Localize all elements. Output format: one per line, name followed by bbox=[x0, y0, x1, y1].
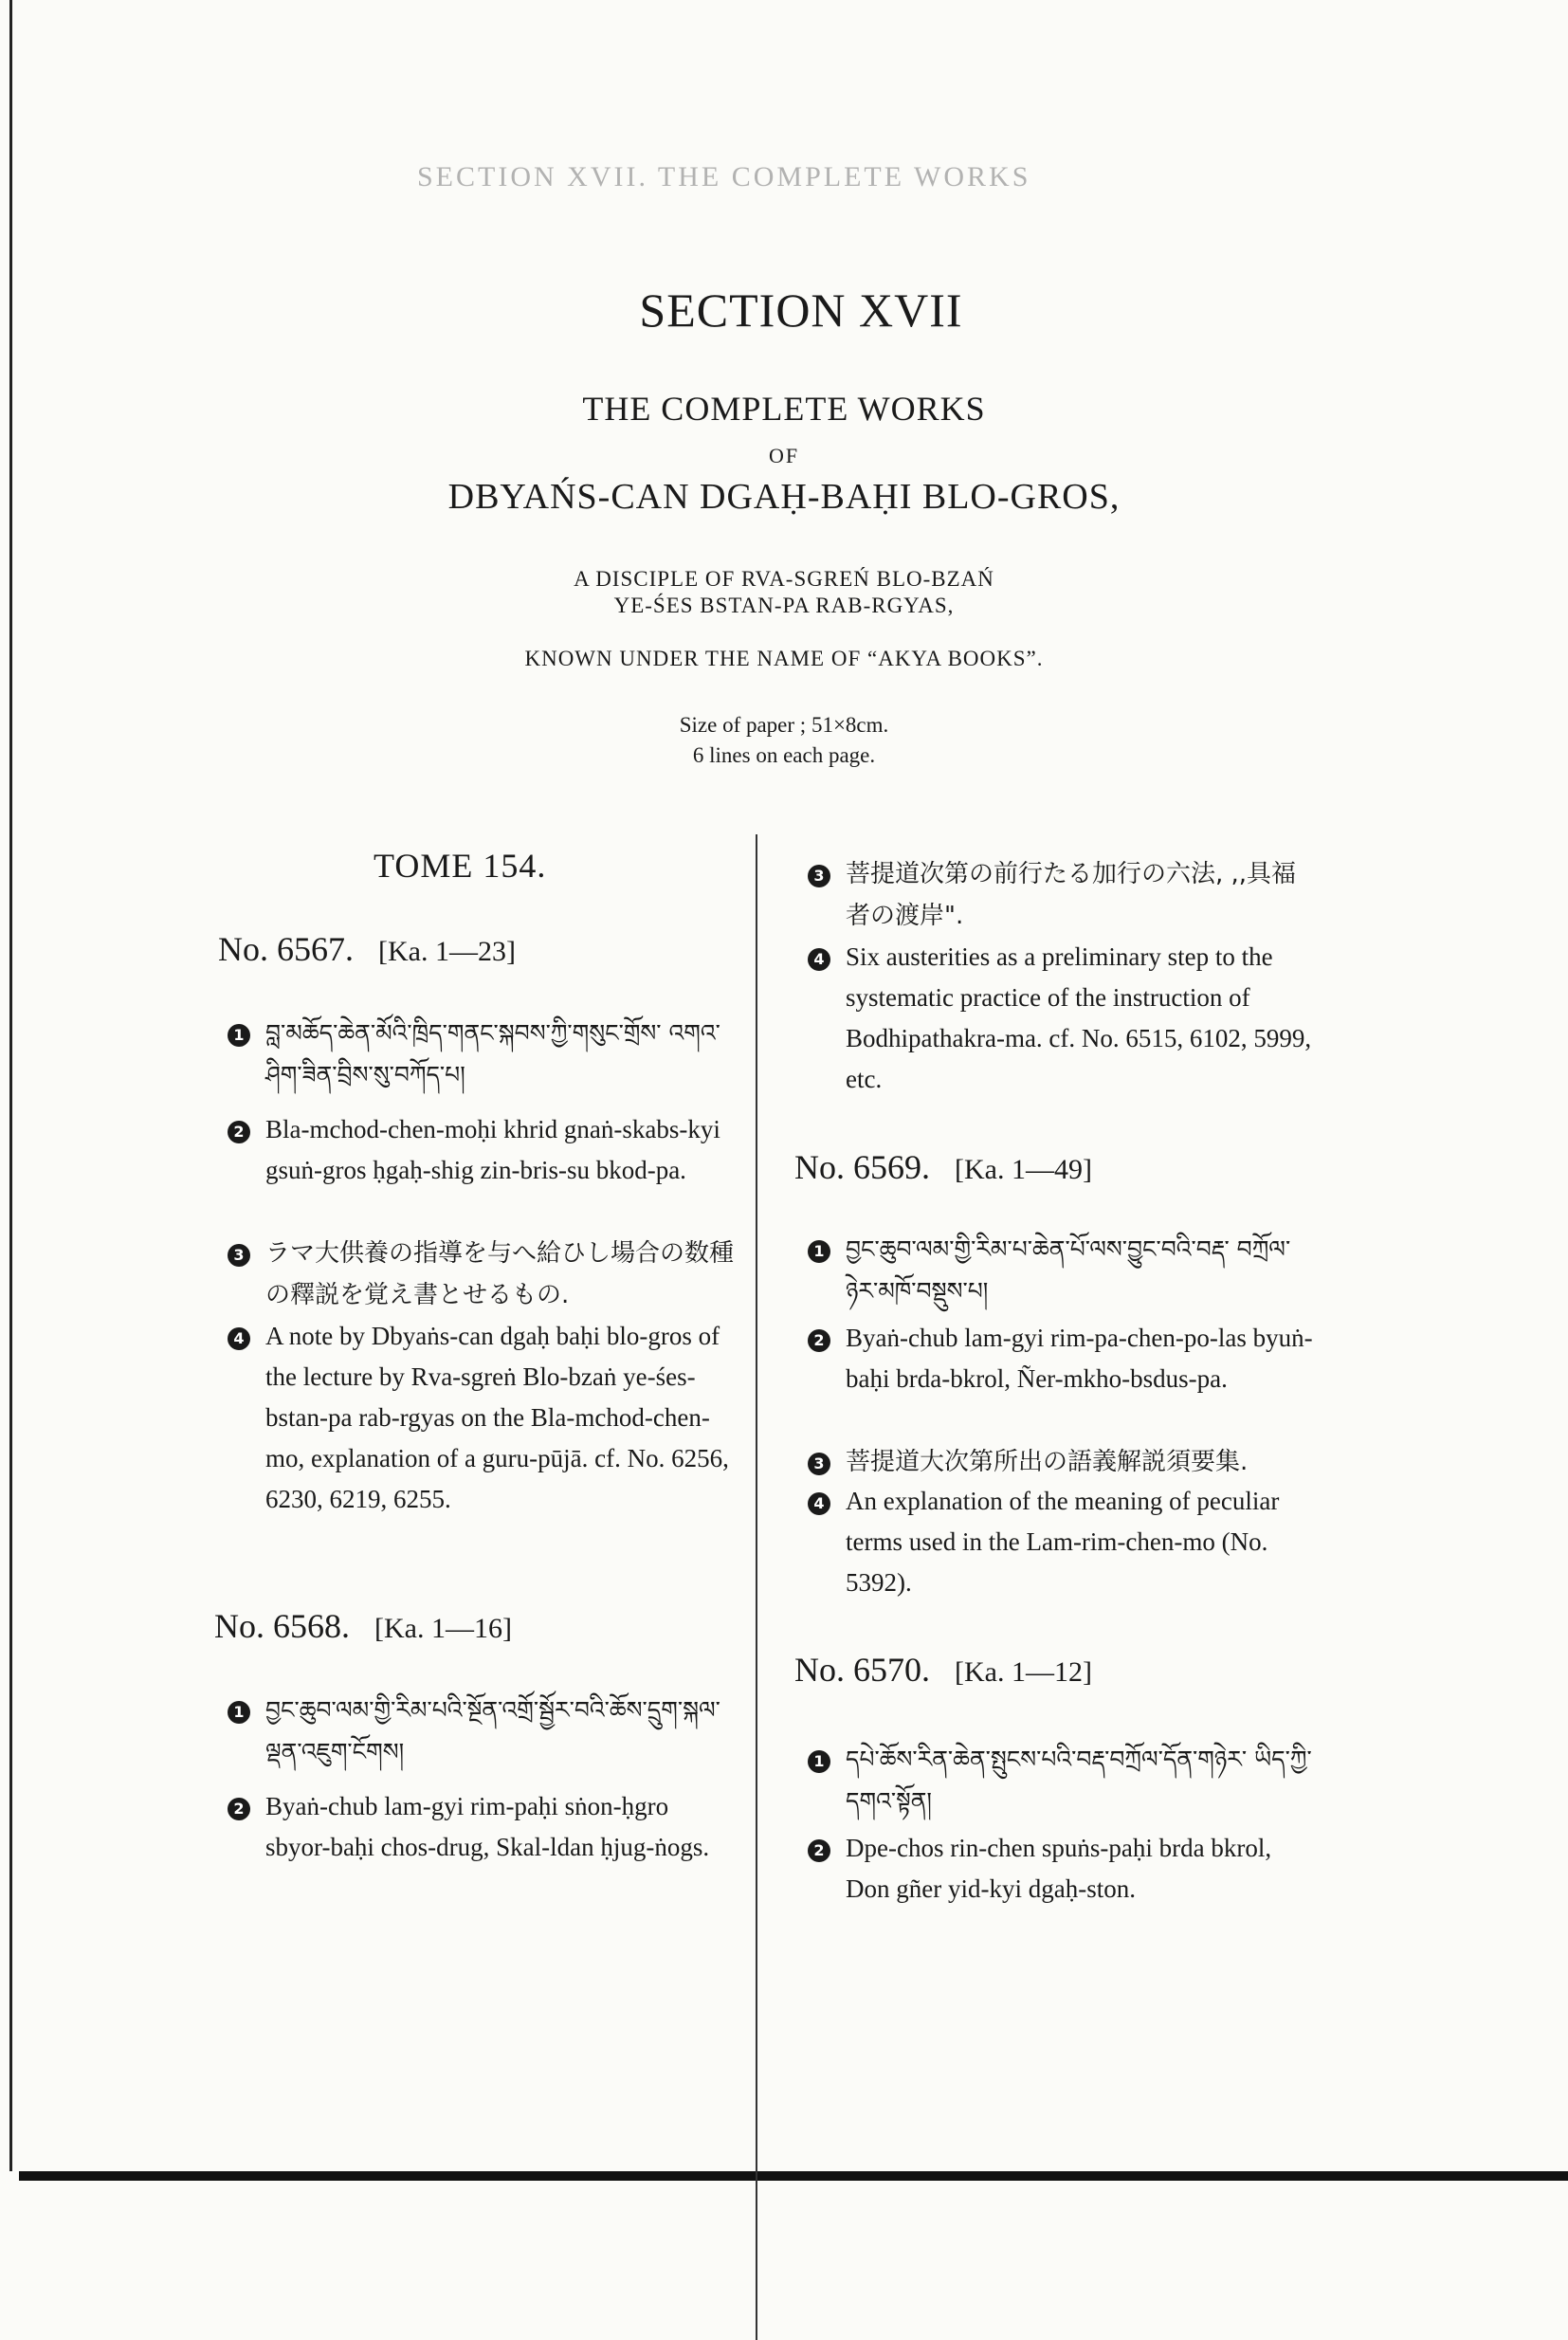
tome-heading: TOME 154. bbox=[374, 847, 547, 885]
entry-ref: [Ka. 1—12] bbox=[955, 1656, 1092, 1688]
page-bottom-edge bbox=[19, 2171, 1568, 2181]
entry-6568-tibetan bbox=[228, 1690, 739, 1773]
circled-number-icon: 2 bbox=[808, 1839, 830, 1862]
circled-number-icon: 4 bbox=[808, 1492, 830, 1515]
circled-number-icon: 4 bbox=[228, 1327, 250, 1350]
circled-number-icon: 1 bbox=[228, 1024, 250, 1047]
lines-per-page: 6 lines on each page. bbox=[692, 743, 876, 767]
entry-6570-heading bbox=[794, 1650, 1092, 1690]
entry-6569-tibetan bbox=[808, 1229, 1320, 1312]
circled-number-icon: 1 bbox=[228, 1701, 250, 1724]
known-as: KNOWN UNDER THE NAME OF “AKYA BOOKS”. bbox=[524, 647, 1044, 670]
entry-6569-japanese bbox=[808, 1441, 1320, 1483]
circled-number-icon: 2 bbox=[808, 1329, 830, 1352]
transliteration: Byaṅ-chub lam-gyi rim-pa-chen-po-las byuṅ-baḥi brda-bkrol, Ñer-mkho-bsdus-pa. bbox=[846, 1324, 1313, 1393]
circled-number-icon: 3 bbox=[808, 865, 830, 887]
japanese-title: 菩提道次第の前行たる加行の六法, ,,具福者の渡岸". bbox=[846, 860, 1297, 930]
english-description: A note by Dbyaṅs-can dgaḥ baḥi blo-gros of the lecture by Rva-sgreṅ Blo-bzaṅ ye-śes-bstan-pa rab-rgyas on the Bla-mchod-chen-mo, explanation of a guru-pūjā. cf. No. 6256, 6230, 6219, 6255. bbox=[265, 1322, 729, 1513]
circled-number-icon: 3 bbox=[808, 1453, 830, 1475]
column-divider bbox=[756, 834, 757, 2340]
tibetan-title: བྱང་ཆུབ་ལམ་གྱི་རིམ་པ་ཆེན་པོ་ལས་བྱུང་བའི་བརྡ་ བཀྲོལ་ཉེར་མཁོ་བསྡུས་པ། bbox=[846, 1235, 1291, 1305]
entry-6567-english bbox=[228, 1316, 739, 1520]
tibetan-title: བྱང་ཆུབ་ལམ་གྱི་རིམ་པའི་སྔོན་འགྲོ་སྦྱོར་བའི་ཆོས་དྲུག་སྐལ་ལྡན་འཇུག་ངོགས། bbox=[265, 1696, 720, 1765]
page-left-edge bbox=[9, 0, 12, 2171]
japanese-title: ラマ大供養の指導を与へ給ひし場合の数種の釋説を覚え書とせるもの. bbox=[265, 1239, 735, 1309]
entry-6568-transliteration bbox=[228, 1786, 739, 1868]
entry-number: No. 6569. bbox=[794, 1148, 930, 1186]
entry-6567-heading bbox=[218, 929, 516, 969]
entry-6567-tibetan bbox=[228, 1013, 739, 1096]
japanese-title: 菩提道大次第所出の語義解説須要集. bbox=[846, 1448, 1249, 1476]
entry-6568-english bbox=[808, 937, 1320, 1100]
works-title: THE COMPLETE WORKS bbox=[582, 390, 986, 428]
english-description: An explanation of the meaning of peculiar terms used in the Lam-rim-chen-mo (No. 5392). bbox=[846, 1487, 1280, 1597]
title-of: OF bbox=[768, 444, 800, 467]
disciple-line-2: YE-ŚES BSTAN-PA RAB-RGYAS, bbox=[613, 594, 955, 617]
entry-ref: [Ka. 1—23] bbox=[378, 936, 516, 967]
circled-number-icon: 1 bbox=[808, 1240, 830, 1263]
section-title: SECTION XVII bbox=[639, 283, 963, 337]
entry-number: No. 6567. bbox=[218, 930, 354, 968]
entry-6570-transliteration bbox=[808, 1828, 1320, 1910]
entry-number: No. 6570. bbox=[794, 1651, 930, 1689]
entry-6569-english bbox=[808, 1481, 1320, 1603]
transliteration: Bla-mchod-chen-moḥi khrid gnaṅ-skabs-kyi gsuṅ-gros ḥgaḥ-shig zin-bris-su bkod-pa. bbox=[265, 1115, 720, 1184]
disciple-line-1: A DISCIPLE OF RVA-SGREŃ BLO-BZAŃ bbox=[574, 567, 994, 591]
circled-number-icon: 1 bbox=[808, 1750, 830, 1773]
english-description: Six austerities as a preliminary step to the systematic practice of the instruction of Bodhipathakra-ma. cf. No. 6515, 6102, 5999, etc. bbox=[846, 942, 1312, 1093]
entry-6569-heading bbox=[794, 1147, 1092, 1187]
running-head: SECTION XVII. THE COMPLETE WORKS bbox=[417, 161, 1031, 192]
entry-6569-transliteration bbox=[808, 1318, 1320, 1399]
tibetan-title: བླ་མཆོད་ཆེན་མོའི་ཁྲིད་གནང་སྐབས་ཀྱི་གསུང་གྲོས་ འགའ་ཤིག་ཟིན་བྲིས་སུ་བཀོད་པ། bbox=[265, 1019, 720, 1088]
tibetan-title: དཔེ་ཆོས་རིན་ཆེན་སྤུངས་པའི་བརྡ་བཀྲོལ་དོན་གཉེར་ ཡིད་ཀྱི་དགའ་སྟོན། bbox=[846, 1746, 1312, 1815]
entry-ref: [Ka. 1—49] bbox=[955, 1154, 1092, 1185]
entry-number: No. 6568. bbox=[214, 1607, 350, 1645]
transliteration: Dpe-chos rin-chen spuṅs-paḥi brda bkrol, Don gñer yid-kyi dgaḥ-ston. bbox=[846, 1834, 1272, 1903]
entry-6567-transliteration bbox=[228, 1109, 739, 1191]
circled-number-icon: 2 bbox=[228, 1798, 250, 1820]
circled-number-icon: 3 bbox=[228, 1244, 250, 1267]
circled-number-icon: 4 bbox=[808, 948, 830, 971]
entry-6568-heading bbox=[214, 1606, 512, 1646]
entry-6568-japanese bbox=[808, 853, 1320, 937]
entry-ref: [Ka. 1—16] bbox=[374, 1613, 512, 1644]
author-title: DBYAŃS-CAN DGAḤ-BAḤI BLO-GROS, bbox=[447, 477, 1121, 517]
transliteration: Byaṅ-chub lam-gyi rim-paḥi sṅon-ḥgro sbyor-baḥi chos-drug, Skal-ldan ḥjug-ṅogs. bbox=[265, 1792, 710, 1861]
entry-6567-japanese bbox=[228, 1233, 739, 1316]
circled-number-icon: 2 bbox=[228, 1121, 250, 1143]
entry-6570-tibetan bbox=[808, 1739, 1320, 1822]
paper-size: Size of paper ; 51×8cm. bbox=[679, 713, 889, 737]
